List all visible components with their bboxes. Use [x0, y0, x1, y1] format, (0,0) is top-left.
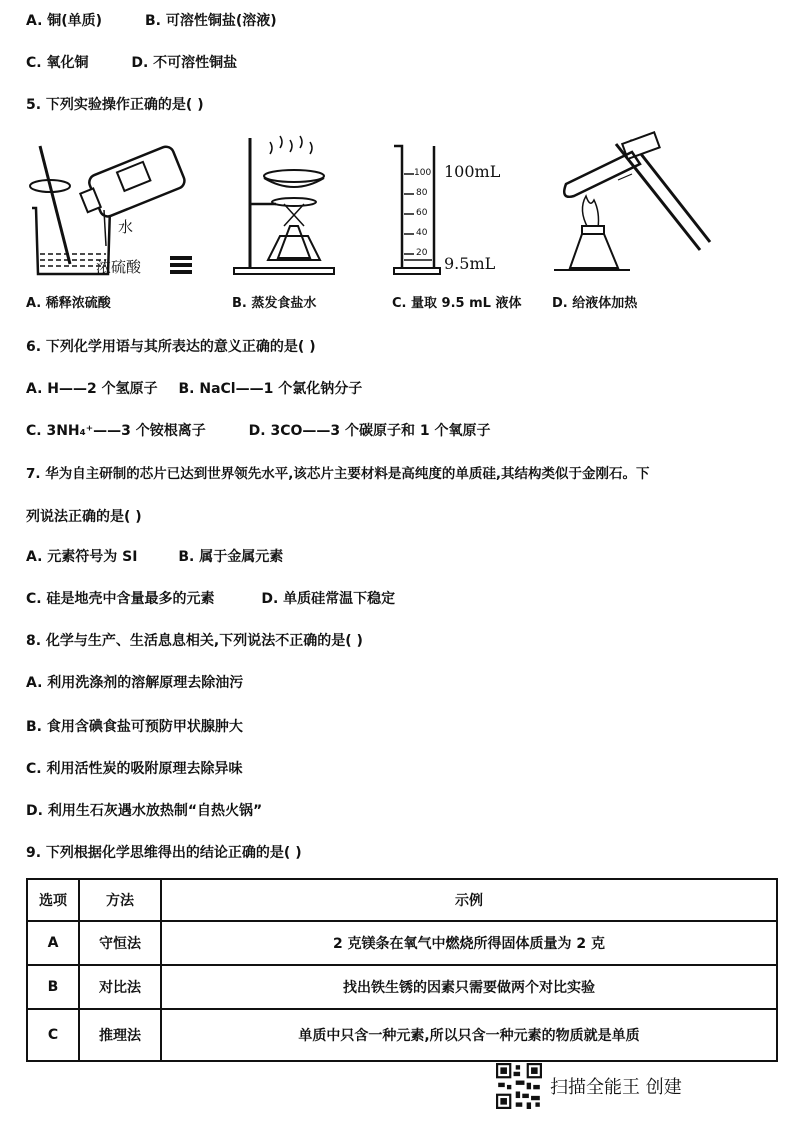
q8-stem: 8. 化学与生产、生活息息相关,下列说法不正确的是( ) — [26, 633, 363, 649]
fig-label-reading: 9.5mL — [444, 254, 496, 273]
table-cell-option: A — [27, 921, 79, 965]
q5-caption-b: B. 蒸发食盐水 — [232, 296, 317, 311]
table-cell-method: 守恒法 — [79, 921, 161, 965]
q7-option-d: D. 单质硅常温下稳定 — [261, 591, 396, 607]
q7-option-a: A. 元素符号为 SI — [26, 549, 138, 565]
q7-stem-line2: 列说法正确的是( ) — [26, 509, 142, 525]
tick-60: 60 — [416, 208, 428, 218]
tick-40: 40 — [416, 228, 428, 238]
q6-option-d: D. 3CO——3 个碳原子和 1 个氧原子 — [248, 423, 491, 439]
q4-options-row2 — [26, 52, 237, 72]
table-header-method: 方法 — [79, 879, 161, 921]
fig-label-acid: 浓硫酸 — [96, 258, 142, 276]
footer-watermark — [496, 1063, 682, 1109]
q5-caption-a: A. 稀释浓硫酸 — [26, 296, 111, 311]
fig-label-water: 水 — [118, 218, 134, 236]
table-cell-option: B — [27, 965, 79, 1009]
q7-option-b: B. 属于金属元素 — [178, 549, 284, 565]
table-cell-example: 找出铁生锈的因素只需要做两个对比实验 — [161, 965, 777, 1009]
table-header-option: 选项 — [27, 879, 79, 921]
q7-option-c: C. 硅是地壳中含量最多的元素 — [26, 591, 215, 607]
tick-20: 20 — [416, 248, 428, 258]
tick-100: 100 — [414, 168, 432, 178]
q9-table — [26, 878, 778, 1062]
figure-evaporate-salt-water — [228, 130, 338, 280]
q4-option-d: D. 不可溶性铜盐 — [131, 55, 238, 71]
q5-caption-d: D. 给液体加热 — [552, 296, 638, 311]
table-row — [27, 965, 777, 1009]
q8-option-c: C. 利用活性炭的吸附原理去除异味 — [26, 761, 243, 777]
q7-options-row1 — [26, 546, 283, 566]
table-cell-method: 对比法 — [79, 965, 161, 1009]
q4-option-a: A. 铜(单质) — [26, 13, 103, 29]
q5-caption-c: C. 量取 9.5 mL 液体 — [392, 296, 522, 311]
q8-option-a: A. 利用洗涤剂的溶解原理去除油污 — [26, 675, 244, 691]
q4-option-c: C. 氧化铜 — [26, 55, 89, 71]
table-cell-example: 2 克镁条在氧气中燃烧所得固体质量为 2 克 — [161, 921, 777, 965]
q4-options-row1 — [26, 10, 277, 30]
q5-stem: 5. 下列实验操作正确的是( ) — [26, 97, 204, 113]
q8-option-d: D. 利用生石灰遇水放热制“自热火锅” — [26, 803, 263, 819]
tick-80: 80 — [416, 188, 428, 198]
table-row — [27, 1009, 777, 1061]
figure-heat-liquid — [540, 130, 720, 282]
q6-stem: 6. 下列化学用语与其所表达的意义正确的是( ) — [26, 339, 316, 355]
q8-option-b: B. 食用含碘食盐可预防甲状腺肿大 — [26, 719, 243, 735]
q6-options-row1 — [26, 378, 362, 398]
q7-options-row2 — [26, 588, 395, 608]
table-cell-method: 推理法 — [79, 1009, 161, 1061]
qr-code-icon — [496, 1063, 542, 1109]
q6-option-b: B. NaCl——1 个氯化钠分子 — [178, 381, 363, 397]
table-cell-option: C — [27, 1009, 79, 1061]
q7-stem-line1: 7. 华为自主研制的芯片已达到世界领先水平,该芯片主要材料是高纯度的单质硅,其结构类似于金刚石。下 — [26, 466, 650, 482]
table-row — [27, 921, 777, 965]
q9-stem: 9. 下列根据化学思维得出的结论正确的是( ) — [26, 845, 302, 861]
table-cell-example: 单质中只含一种元素,所以只含一种元素的物质就是单质 — [161, 1009, 777, 1061]
footer-text: 扫描全能王 创建 — [550, 1077, 682, 1098]
table-header-example: 示例 — [161, 879, 777, 921]
q6-options-row2 — [26, 420, 491, 440]
q4-option-b: B. 可溶性铜盐(溶液) — [144, 13, 277, 29]
q6-option-a: A. H——2 个氢原子 — [26, 381, 158, 397]
fig-label-volume: 100mL — [444, 162, 501, 181]
table-header-row — [27, 879, 777, 921]
q6-option-c: C. 3NH₄⁺——3 个铵根离子 — [26, 423, 206, 439]
